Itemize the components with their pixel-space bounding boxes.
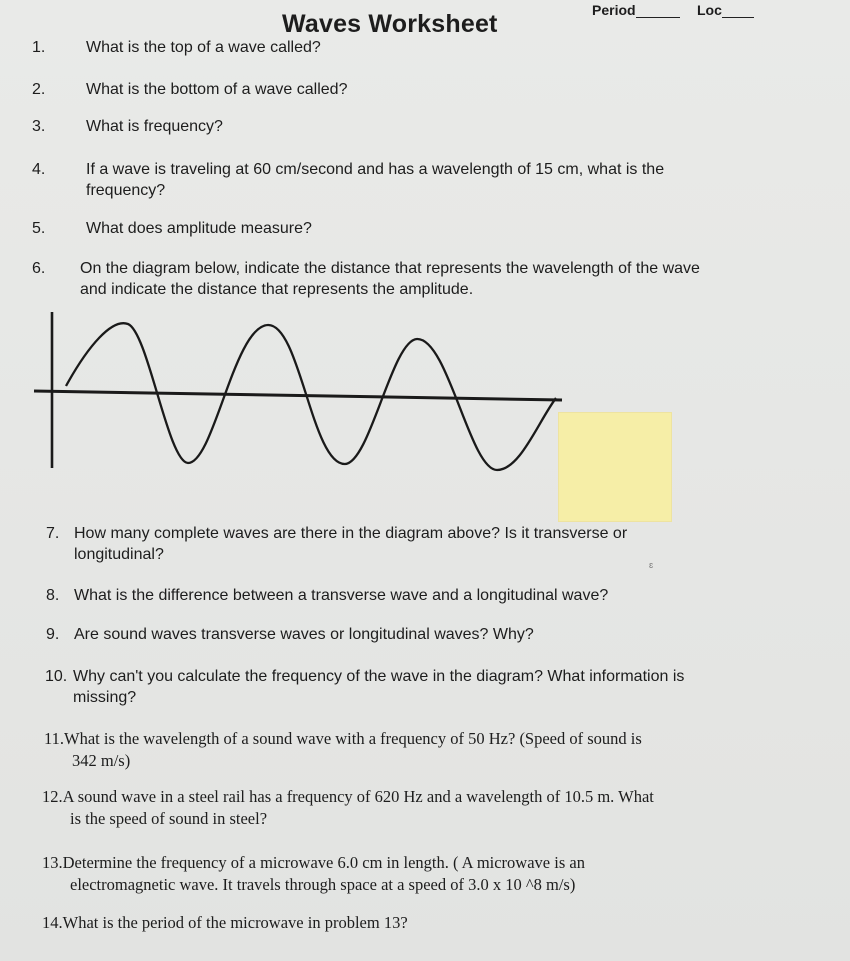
question-number: 7. [46, 525, 60, 542]
question-number: 9. [46, 626, 60, 643]
question-text-continued: missing? [73, 689, 137, 706]
question-text-continued: 342 m/s) [72, 751, 131, 770]
question-text-continued: and indicate the distance that represents the amplitude. [80, 281, 474, 298]
question-number: 3. [32, 118, 46, 135]
question-number: 5. [32, 220, 46, 237]
question-number: 4. [32, 161, 46, 178]
question-text: What does amplitude measure? [86, 220, 312, 237]
horizontal-axis [34, 391, 562, 400]
question-10 [45, 666, 684, 708]
question-text: What is the difference between a transverse wave and a longitudinal wave? [74, 587, 609, 604]
question-11 [44, 728, 642, 772]
question-number: 13. [42, 853, 63, 872]
question-number: 8. [46, 587, 60, 604]
question-13 [42, 852, 585, 896]
question-number: 6. [32, 260, 46, 277]
period-label: Period [592, 2, 636, 18]
question-number: 14. [42, 913, 63, 932]
question-text: A sound wave in a steel rail has a frequency of 620 Hz and a wavelength of 10.5 m. What [62, 787, 654, 806]
question-text: If a wave is traveling at 60 cm/second and has a wavelength of 15 cm, what is the [86, 161, 665, 178]
stray-mark: ɛ [649, 560, 654, 570]
question-number: 2. [32, 81, 46, 98]
question-12 [42, 786, 654, 830]
question-9 [46, 624, 534, 645]
question-number: 10. [45, 668, 68, 685]
worksheet-title: Waves Worksheet [282, 10, 498, 38]
question-text-continued: longitudinal? [74, 546, 164, 563]
question-text-continued: is the speed of sound in steel? [70, 809, 268, 828]
question-number: 11. [44, 729, 65, 748]
question-text: Why can't you calculate the frequency of the wave in the diagram? What information is [73, 668, 685, 685]
question-text: How many complete waves are there in the diagram above? Is it transverse or [74, 525, 628, 542]
sticky-note [558, 412, 672, 522]
question-text: Determine the frequency of a microwave 6.0 cm in length. ( A microwave is an [62, 853, 585, 872]
loc-label: Loc [697, 2, 722, 18]
question-text: Are sound waves transverse waves or longitudinal waves? Why? [74, 626, 534, 643]
question-8 [46, 585, 608, 606]
question-text: What is the top of a wave called? [86, 39, 321, 56]
question-text: What is the bottom of a wave called? [86, 81, 348, 98]
question-14 [42, 912, 408, 934]
question-number: 1. [32, 39, 46, 56]
question-text: What is the period of the microwave in problem 13? [62, 913, 408, 932]
question-7 [46, 523, 627, 565]
question-text: What is frequency? [86, 118, 223, 135]
question-text: What is the wavelength of a sound wave with a frequency of 50 Hz? (Speed of sound is [64, 729, 642, 748]
question-text-continued: electromagnetic wave. It travels through space at a speed of 3.0 x 10 ^8 m/s) [70, 875, 576, 894]
question-text: On the diagram below, indicate the distance that represents the wavelength of the wave [80, 260, 700, 277]
question-number: 12. [42, 787, 63, 806]
question-text-continued: frequency? [86, 182, 166, 199]
